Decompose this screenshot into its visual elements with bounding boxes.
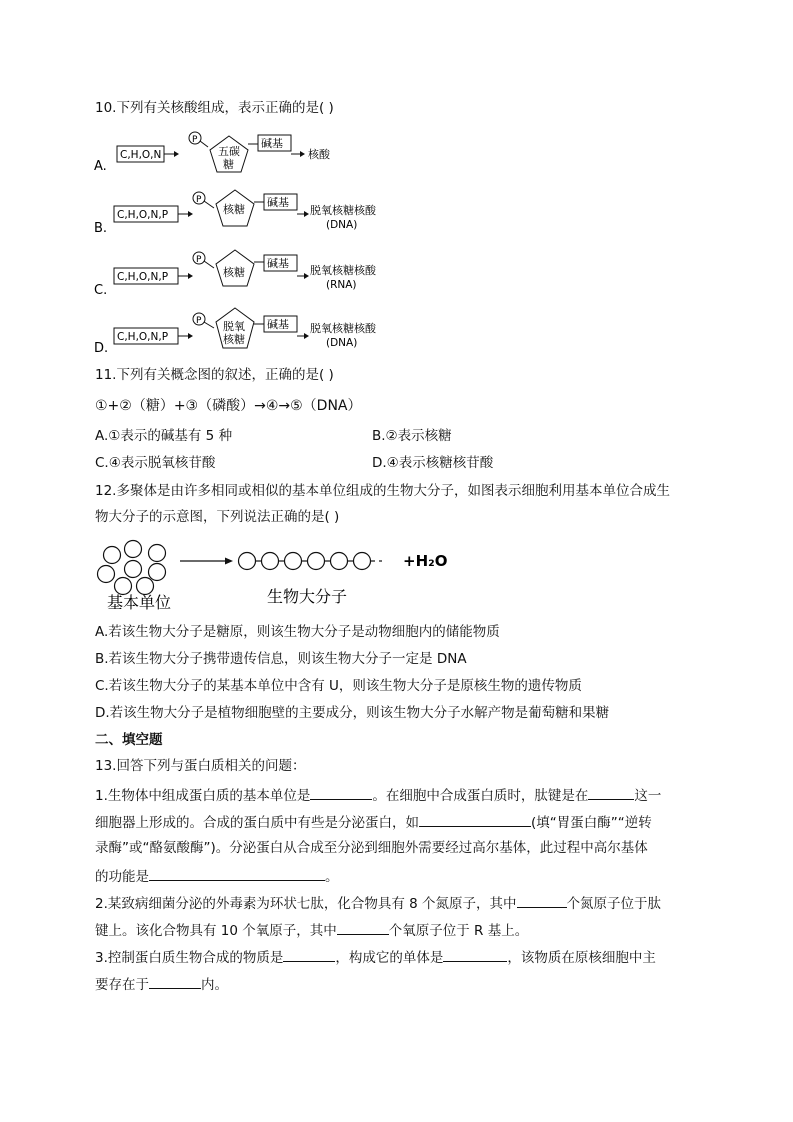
water-label: +H₂O: [403, 552, 448, 570]
q10-option-d-diagram: [92, 306, 402, 356]
q13-p2-text-d: 个氧原子位于 R 基上。: [388, 923, 529, 939]
q13-blank-oxygen-count[interactable]: [337, 920, 389, 935]
label-basic-units: 基本单位: [107, 593, 172, 612]
section-fill-in-title: 二、填空题: [95, 732, 163, 748]
monomer-units-cluster: [98, 541, 166, 595]
q10-d-sugar-l2: 核糖: [223, 333, 245, 346]
q10-c-product-l2: (RNA): [326, 279, 357, 291]
q13-p1-text-b: 。在细胞中合成蛋白质时，肽键是在: [372, 788, 589, 804]
q11-option-c: C.④表示脱氧核苷酸: [95, 455, 216, 471]
q13-p3-line1: [95, 947, 656, 967]
q12-option-a: A.若该生物大分子是糖原，则该生物大分子是动物细胞内的储能物质: [95, 624, 500, 640]
q10-option-b-letter: B.: [94, 221, 108, 236]
q11-stem: 11.下列有关概念图的叙述，正确的是( ): [95, 367, 334, 383]
q10-c-sugar: 核糖: [223, 266, 245, 279]
q10-c-elements: C,H,O,N,P: [117, 271, 169, 283]
q12-option-d: D.若该生物大分子是植物细胞壁的主要成分，则该生物大分子水解产物是葡萄糖和果糖: [95, 705, 610, 721]
q10-d-base: 碱基: [267, 318, 289, 331]
q13-p3-text-a: 3.控制蛋白质生物合成的物质是: [95, 950, 284, 966]
q10-b-sugar: 核糖: [223, 203, 245, 216]
q10-c-base: 碱基: [267, 257, 289, 270]
q13-p1-text-f: 的功能是: [95, 869, 149, 885]
q13-p2-text-a: 2.某致病细菌分泌的外毒素为环状七肽，化合物具有 8 个氮原子，其中: [95, 896, 517, 912]
q13-p1-line1: [95, 785, 661, 805]
q13-p3-text-e: 内。: [201, 977, 228, 993]
q13-p3-text-b: ，构成它的单体是: [335, 950, 444, 966]
q10-option-a-diagram: [92, 130, 392, 176]
q10-a-sugar-l2: 糖: [223, 158, 234, 171]
q10-option-a-letter: A.: [94, 159, 107, 174]
q12-option-c: C.若该生物大分子的某基本单位中含有 U，则该生物大分子是原核生物的遗传物质: [95, 678, 582, 694]
q13-p2-text-b: 个氮原子位于肽: [566, 896, 662, 912]
q12-option-b: B.若该生物大分子携带遗传信息，则该生物大分子一定是 DNA: [95, 651, 467, 667]
q12-stem-line1: 12.多聚体是由许多相同或相似的基本单位组成的生物大分子，如图表示细胞利用基本单位合成生: [95, 483, 670, 499]
q13-blank-organelle[interactable]: [588, 785, 634, 800]
q10-c-product-l1: 脱氧核糖核酸: [310, 264, 376, 277]
q11-option-d: D.④表示核糖核苷酸: [372, 455, 494, 471]
q10-option-c-letter: C.: [94, 283, 108, 298]
q13-blank-secretory-protein[interactable]: [419, 812, 531, 827]
q10-a-base: 碱基: [261, 137, 283, 150]
q13-blank-location[interactable]: [149, 974, 201, 989]
q13-p1-text-g: 。: [325, 869, 339, 885]
q11-option-b: B.②表示核糖: [372, 428, 452, 444]
q10-b-product-l1: 脱氧核糖核酸: [310, 204, 376, 217]
q10-c-phosphate: P: [196, 255, 202, 265]
q10-stem: 10.下列有关核酸组成，表示正确的是( ): [95, 100, 334, 116]
q13-blank-golgi-function[interactable]: [149, 866, 325, 881]
q10-a-sugar-l1: 五碳: [218, 145, 240, 158]
q11-concept-formula: ①+②（糖）+③（磷酸）→④→⑤（DNA）: [95, 398, 362, 414]
q10-d-phosphate: P: [196, 316, 202, 326]
q12-polymerization-diagram: [95, 536, 455, 614]
q10-a-product: 核酸: [308, 148, 330, 161]
q13-blank-monomer[interactable]: [443, 947, 507, 962]
q13-p1-line4: [95, 866, 339, 886]
q13-blank-basic-unit[interactable]: [310, 785, 372, 800]
q13-p3-text-c: ，该物质在原核细胞中主: [507, 950, 656, 966]
q10-d-product-l2: (DNA): [326, 337, 358, 349]
q10-option-c-diagram: [92, 248, 402, 298]
q13-blank-nitrogen-count[interactable]: [517, 893, 567, 908]
q13-p1-text-e: (填“胃蛋白酶”“逆转: [531, 815, 652, 831]
q10-option-b-diagram: [92, 188, 402, 236]
q13-p1-text-d: 细胞器上形成的。合成的蛋白质中有些是分泌蛋白，如: [95, 815, 419, 831]
q13-p1-text-a: 1.生物体中组成蛋白质的基本单位是: [95, 788, 311, 804]
q10-b-elements: C,H,O,N,P: [117, 209, 169, 221]
q10-b-base: 碱基: [267, 196, 289, 209]
q13-blank-controlling-substance[interactable]: [283, 947, 335, 962]
polymer-chain: [239, 553, 383, 570]
q10-a-phosphate: P: [192, 135, 198, 145]
q13-p1-line3: 录酶”或“酪氨酸酶”)。分泌蛋白从合成至分泌到细胞外需要经过高尔基体，此过程中高尔基体: [95, 840, 648, 856]
q10-option-d-letter: D.: [94, 341, 109, 356]
q10-d-product-l1: 脱氧核糖核酸: [310, 322, 376, 335]
q10-b-phosphate: P: [196, 195, 202, 205]
q13-p2-text-c: 键上。该化合物具有 10 个氧原子，其中: [95, 923, 337, 939]
q13-p1-line2: [95, 812, 652, 832]
q13-p2-line1: [95, 893, 661, 913]
label-macromolecule: 生物大分子: [267, 587, 348, 606]
q13-p2-line2: [95, 920, 528, 940]
q13-p1-text-c: 这一: [634, 788, 662, 804]
q12-stem-line2: 物大分子的示意图，下列说法正确的是( ): [95, 509, 340, 525]
q13-stem: 13.回答下列与蛋白质相关的问题：: [95, 758, 306, 774]
q10-d-elements: C,H,O,N,P: [117, 331, 169, 343]
q13-p3-text-d: 要存在于: [95, 977, 149, 993]
q10-b-product-l2: (DNA): [326, 219, 358, 231]
q13-p3-line2: [95, 974, 228, 994]
q10-a-elements: C,H,O,N: [120, 149, 162, 161]
q11-option-a: A.①表示的碱基有 5 种: [95, 428, 233, 444]
q10-d-sugar-l1: 脱氧: [223, 320, 245, 333]
